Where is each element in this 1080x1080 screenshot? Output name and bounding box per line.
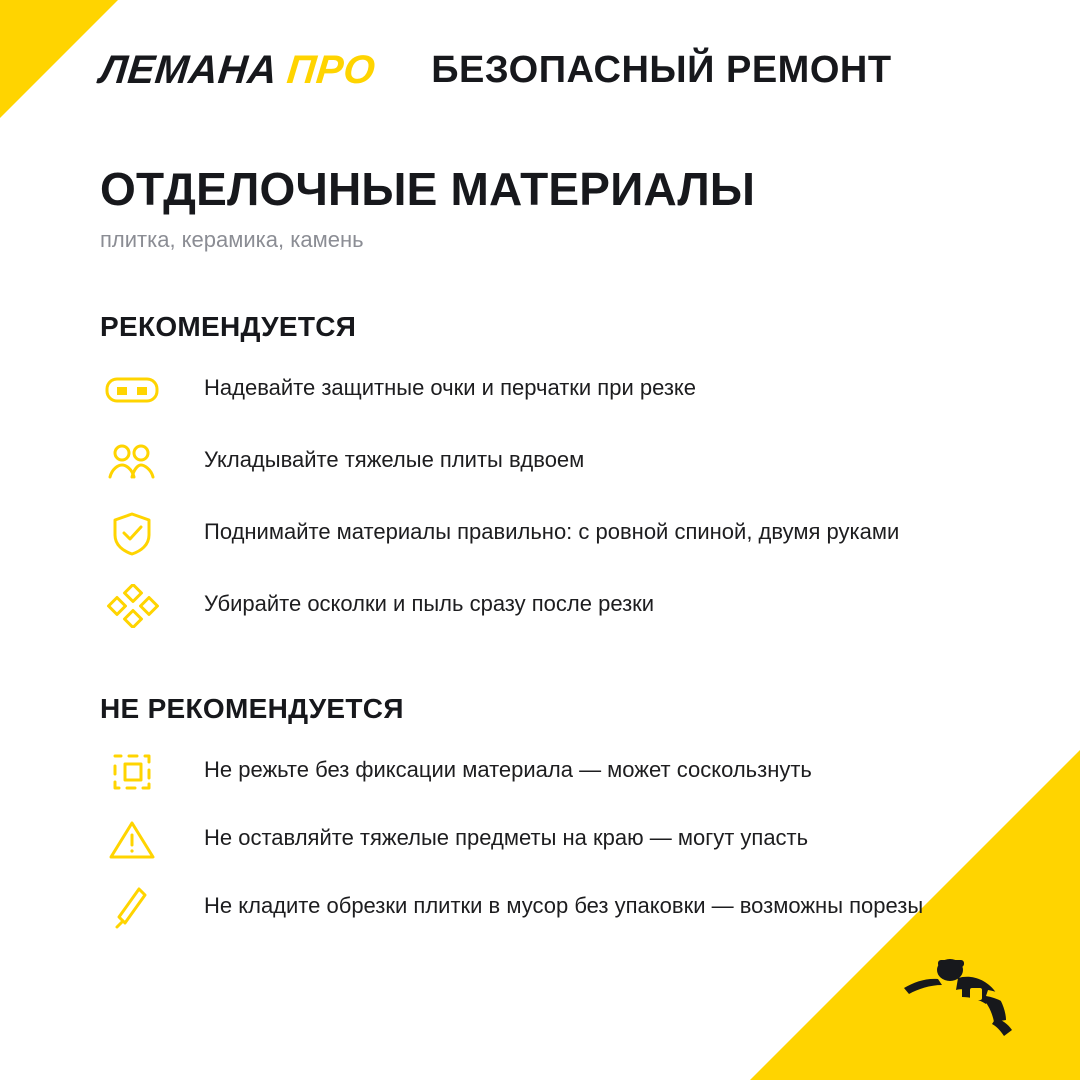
brand-logo-main: ЛЕМАНА xyxy=(97,47,280,92)
list-item xyxy=(100,819,980,865)
list-item-text: Убирайте осколки и пыль сразу после резки xyxy=(204,591,655,617)
list-item-text: Поднимайте материалы правильно: с ровной спиной, двумя руками xyxy=(204,519,900,545)
brand-logo xyxy=(98,48,378,93)
unfixed-material-icon xyxy=(100,747,164,797)
warning-triangle-icon xyxy=(100,815,164,865)
section-recommended xyxy=(100,311,980,631)
list-item-text: Не кладите обрезки плитки в мусор без упаковки — возможны порезы xyxy=(204,893,924,919)
recommended-list xyxy=(100,369,980,631)
shield-check-icon xyxy=(100,509,164,559)
list-item-text: Надевайте защитные очки и перчатки при резке xyxy=(204,375,697,401)
list-item-text: Не режьте без фиксации материала — может соскользнуть xyxy=(204,757,812,783)
brand-logo-accent: ПРО xyxy=(284,47,378,92)
list-item xyxy=(100,751,980,797)
campaign-title: БЕЗОПАСНЫЙ РЕМОНТ xyxy=(431,48,892,91)
list-item xyxy=(100,441,980,487)
list-item xyxy=(100,369,980,415)
list-item xyxy=(100,887,980,933)
list-item-text: Укладывайте тяжелые плиты вдвоем xyxy=(204,447,585,473)
page-subtitle: плитка, керамика, камень xyxy=(100,227,364,253)
safety-goggles-icon xyxy=(100,365,164,415)
section-recommended-heading: РЕКОМЕНДУЕТСЯ xyxy=(100,311,357,343)
two-people-icon xyxy=(100,437,164,487)
section-not-recommended-heading: НЕ РЕКОМЕНДУЕТСЯ xyxy=(100,693,404,725)
list-item-text: Не оставляйте тяжелые предметы на краю — могут упасть xyxy=(204,825,809,851)
header xyxy=(97,38,1020,102)
not-recommended-list xyxy=(100,751,980,933)
list-item xyxy=(100,513,980,559)
shards-diamonds-icon xyxy=(100,581,164,631)
page-title: ОТДЕЛОЧНЫЕ МАТЕРИАЛЫ xyxy=(100,163,756,215)
sharp-shard-icon xyxy=(100,883,164,933)
list-item xyxy=(100,585,980,631)
main-content xyxy=(100,165,980,955)
section-not-recommended xyxy=(100,693,980,933)
flying-worker-mascot xyxy=(892,930,1042,1040)
